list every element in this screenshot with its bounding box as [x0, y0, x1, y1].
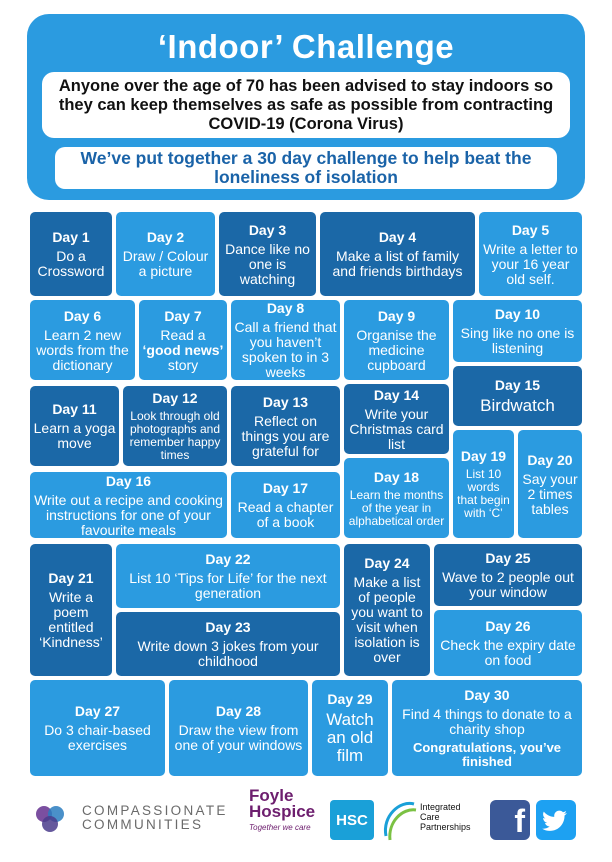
day-29-card: Day 29 Watch an old film	[312, 680, 388, 776]
day-9-card: Day 9 Organise the medicine cupboard	[344, 300, 449, 380]
day-11-card: Day 11 Learn a yoga move	[30, 386, 119, 466]
footer-logos	[0, 780, 612, 850]
day-6-card: Day 6 Learn 2 new words from the dictionary	[30, 300, 135, 380]
compassionate-communities-logo: COMPASSIONATE COMMUNITIES	[32, 802, 242, 832]
day-7-card: Day 7 Read a ‘good news’ story	[139, 300, 227, 380]
twitter-icon[interactable]	[536, 800, 576, 840]
day-18-card: Day 18 Learn the months of the year in alphabetical order	[344, 458, 449, 538]
day-27-card: Day 27 Do 3 chair-based exercises	[30, 680, 165, 776]
day-13-card: Day 13 Reflect on things you are grateful for	[231, 386, 340, 466]
day-16-card: Day 16 Write out a recipe and cooking instructions for one of your favourite meals	[30, 472, 227, 538]
day-22-card: Day 22 List 10 ‘Tips for Life’ for the next generation	[116, 544, 340, 608]
icp-swirl-icon	[380, 796, 418, 844]
day-8-card: Day 8 Call a friend that you haven’t spoken to in 3 weeks	[231, 300, 340, 380]
hsc-logo: HSC	[330, 800, 374, 840]
day-19-card: Day 19 List 10 words that begin with ‘C’	[453, 430, 514, 538]
day-30-card: Day 30 Find 4 things to donate to a charity shop Congratulations, you’ve finished	[392, 680, 582, 776]
day-2-card: Day 2 Draw / Colour a picture	[116, 212, 215, 296]
foyle-hospice-logo: Foyle Hospice Together we care	[249, 786, 316, 832]
day-21-card: Day 21 Write a poem entitled ‘Kindness’	[30, 544, 112, 676]
day-17-card: Day 17 Read a chapter of a book	[231, 472, 340, 538]
page-title: ‘Indoor’ Challenge	[157, 28, 455, 65]
day-3-card: Day 3 Dance like no one is watching	[219, 212, 316, 296]
facebook-icon[interactable]: f	[490, 800, 530, 840]
day-1-card: Day 1 Do a Crossword	[30, 212, 112, 296]
day-20-card: Day 20 Say your 2 times tables	[518, 430, 582, 538]
day-12-card: Day 12 Look through old photographs and remember happy times	[123, 386, 227, 466]
day-10-card: Day 10 Sing like no one is listening	[453, 300, 582, 362]
day-5-card: Day 5 Write a letter to your 16 year old self.	[479, 212, 582, 296]
day-4-card: Day 4 Make a list of family and friends birthdays	[320, 212, 475, 296]
day-25-card: Day 25 Wave to 2 people out your window	[434, 544, 582, 606]
day-15-card: Day 15 Birdwatch	[453, 366, 582, 426]
day-24-card: Day 24 Make a list of people you want to visit when isolation is over	[344, 544, 430, 676]
integrated-care-partnerships-logo: Integrated Care Partnerships	[380, 794, 486, 846]
day-26-card: Day 26 Check the expiry date on food	[434, 610, 582, 676]
day-23-card: Day 23 Write down 3 jokes from your childhood	[116, 612, 340, 676]
day-28-card: Day 28 Draw the view from one of your windows	[169, 680, 308, 776]
twitter-bird-icon	[536, 800, 576, 840]
subtitle-text: We’ve put together a 30 day challenge to help beat the loneliness of isolation	[55, 147, 557, 189]
intro-text: Anyone over the age of 70 has been advised to stay indoors so they can keep themselves as safe as possible from contracting COVID-19 (Corona Virus)	[42, 72, 570, 138]
compassionate-communities-icon	[32, 802, 72, 834]
day-14-card: Day 14 Write your Christmas card list	[344, 384, 449, 454]
